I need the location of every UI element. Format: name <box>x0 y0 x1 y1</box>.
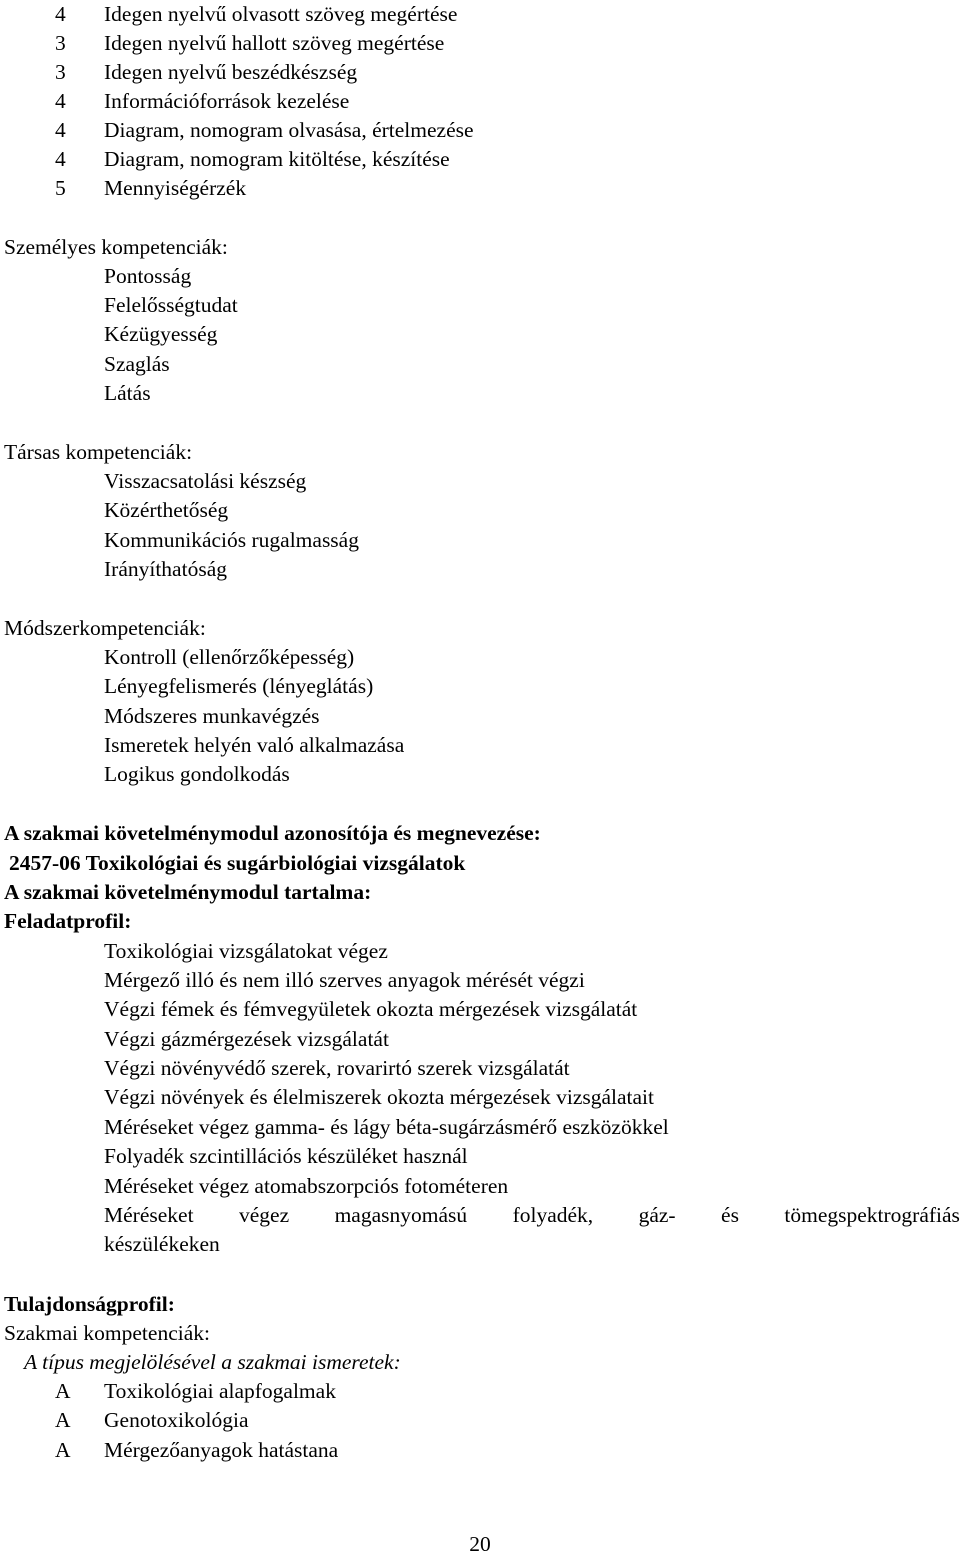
task-text: Méréseket végez atomabszorpciós fotométeren <box>104 1174 509 1198</box>
item-text: Lényegfelismerés (lényeglátás) <box>104 674 374 698</box>
task-text: Mérgező illó és nem illó szerves anyagok mérését végzi <box>104 968 585 992</box>
task-text: Végzi fémek és fémvegyületek okozta mérgezések vizsgálatát <box>104 997 638 1021</box>
knowledge-item <box>0 1377 960 1406</box>
word: Méréseket <box>104 1203 194 1227</box>
item-text: Szaglás <box>104 352 170 376</box>
list-item <box>0 643 960 672</box>
knowledge-text: Mérgezőanyagok hatástana <box>104 1438 339 1462</box>
personal-heading: Személyes kompetenciák: <box>4 235 228 259</box>
word: gáz- <box>638 1203 676 1227</box>
task-text: Végzi növényvédő szerek, rovarirtó szerek vizsgálatát <box>104 1056 570 1080</box>
level-value: 4 <box>55 147 66 171</box>
task-text: készülékeken <box>104 1232 220 1256</box>
level-value: 4 <box>55 2 66 26</box>
task-text: Végzi gázmérgezések vizsgálatát <box>104 1027 389 1051</box>
list-item <box>0 731 960 760</box>
item-text: Ismeretek helyén való alkalmazása <box>104 733 405 757</box>
item-text: Kontroll (ellenőrzőképesség) <box>104 645 355 669</box>
item-text: Idegen nyelvű olvasott szöveg megértése <box>104 2 458 26</box>
list-item <box>0 58 960 87</box>
task-item <box>0 1054 960 1083</box>
task-item <box>0 1172 960 1201</box>
task-item <box>0 966 960 995</box>
word: tömegspektrográfiás <box>784 1203 960 1227</box>
list-item <box>0 702 960 731</box>
word: és <box>721 1203 739 1227</box>
professional-heading: Szakmai kompetenciák: <box>4 1321 210 1345</box>
item-text: Közérthetőség <box>104 498 229 522</box>
task-item <box>0 1113 960 1142</box>
knowledge-text: Genotoxikológia <box>104 1408 249 1432</box>
word: végez <box>238 1203 290 1227</box>
item-text: Látás <box>104 381 151 405</box>
list-item <box>0 29 960 58</box>
task-item <box>0 937 960 966</box>
list-item <box>0 496 960 525</box>
list-item <box>0 87 960 116</box>
item-text: Idegen nyelvű hallott szöveg megértése <box>104 31 445 55</box>
list-item <box>0 262 960 291</box>
task-item-justified <box>0 1201 960 1230</box>
list-item <box>0 350 960 379</box>
item-text: Információforrások kezelése <box>104 89 350 113</box>
item-text: Irányíthatóság <box>104 557 227 581</box>
task-item <box>0 995 960 1024</box>
knowledge-text: Toxikológiai alapfogalmak <box>104 1379 336 1403</box>
list-item <box>0 467 960 496</box>
type-value: A <box>55 1408 71 1432</box>
task-text: Méréseket végez gamma- és lágy béta-sugárzásmérő eszközökkel <box>104 1115 669 1139</box>
item-text: Diagram, nomogram olvasása, értelmezése <box>104 118 474 142</box>
item-text: Pontosság <box>104 264 192 288</box>
list-item <box>0 526 960 555</box>
list-item <box>0 174 960 203</box>
method-heading: Módszerkompetenciák: <box>4 616 206 640</box>
list-item <box>0 145 960 174</box>
task-text: Végzi növények és élelmiszerek okozta mérgezések vizsgálatait <box>104 1085 655 1109</box>
module-id-heading: A szakmai követelménymodul azonosítója és megnevezése: <box>4 821 541 845</box>
task-item <box>0 1025 960 1054</box>
item-text: Logikus gondolkodás <box>104 762 290 786</box>
word: magasnyomású <box>334 1203 468 1227</box>
list-item <box>0 116 960 145</box>
page-number: 20 <box>469 1532 491 1556</box>
justified-line <box>104 1201 960 1230</box>
knowledge-item <box>0 1406 960 1435</box>
module-id-value: 2457-06 Toxikológiai és sugárbiológiai vizsgálatok <box>9 851 466 875</box>
level-value: 5 <box>55 176 66 200</box>
task-item <box>0 1083 960 1112</box>
type-value: A <box>55 1379 71 1403</box>
list-item <box>0 320 960 349</box>
knowledge-item <box>0 1436 960 1465</box>
item-text: Visszacsatolási készség <box>104 469 307 493</box>
task-text: Folyadék szcintillációs készüléket használ <box>104 1144 468 1168</box>
task-text: Toxikológiai vizsgálatokat végez <box>104 939 388 963</box>
item-text: Kézügyesség <box>104 322 218 346</box>
list-item <box>0 379 960 408</box>
list-item <box>0 760 960 789</box>
item-text: Módszeres munkavégzés <box>104 704 320 728</box>
list-item <box>0 555 960 584</box>
item-text: Kommunikációs rugalmasság <box>104 528 359 552</box>
task-item-cont <box>0 1230 960 1259</box>
list-item <box>0 291 960 320</box>
item-text: Felelősségtudat <box>104 293 238 317</box>
level-value: 3 <box>55 60 66 84</box>
social-heading: Társas kompetenciák: <box>4 440 193 464</box>
item-text: Mennyiségérzék <box>104 176 247 200</box>
knowledge-heading: A típus megjelölésével a szakmai ismeretek: <box>24 1350 401 1374</box>
word: folyadék, <box>512 1203 594 1227</box>
level-value: 4 <box>55 89 66 113</box>
level-value: 4 <box>55 118 66 142</box>
type-value: A <box>55 1438 71 1462</box>
module-content-heading: A szakmai követelménymodul tartalma: <box>4 880 372 904</box>
property-profile-heading: Tulajdonságprofil: <box>4 1292 175 1316</box>
list-item <box>0 0 960 29</box>
item-text: Diagram, nomogram kitöltése, készítése <box>104 147 450 171</box>
task-profile-heading: Feladatprofil: <box>4 909 132 933</box>
list-item <box>0 672 960 701</box>
level-value: 3 <box>55 31 66 55</box>
task-item <box>0 1142 960 1171</box>
item-text: Idegen nyelvű beszédkészség <box>104 60 358 84</box>
